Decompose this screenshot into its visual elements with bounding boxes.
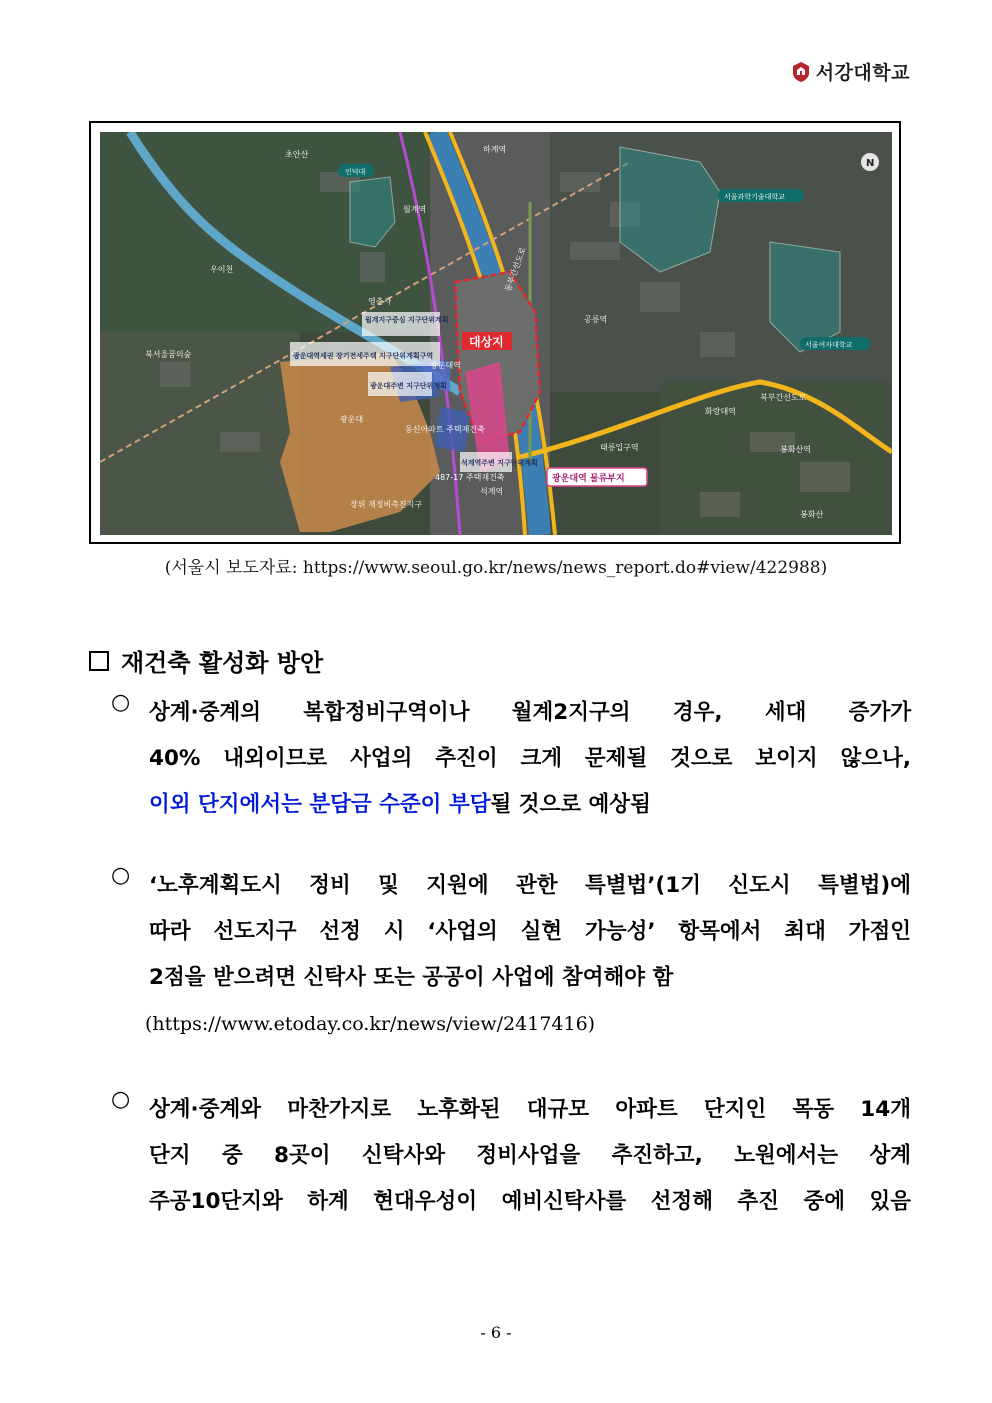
section-title-text: 재건축 활성화 방안 bbox=[121, 649, 324, 677]
paragraph-line: ‘노후계획도시 정비 및 지원에 관한 특별법’(1기 신도시 특별법)에 bbox=[149, 873, 911, 898]
paragraph-line: 주공10단지와 하계 현대우성이 예비신탁사를 선정해 추진 중에 있음 bbox=[149, 1189, 911, 1214]
paragraph-line: 따라 선도지구 선정 시 ‘사업의 실현 가능성’ 항목에서 최대 가점인 bbox=[149, 919, 911, 944]
map-label: 장위 재정비촉진지구 bbox=[350, 500, 423, 509]
reference-link[interactable]: (https://www.etoday.co.kr/news/view/2417416) bbox=[145, 1013, 596, 1035]
map-label: 서울여자대학교 bbox=[805, 341, 853, 349]
section-title bbox=[89, 643, 323, 678]
bullet-item bbox=[111, 863, 911, 1047]
map-label: 487-17 주택재건축 bbox=[435, 473, 505, 482]
bullet-item bbox=[111, 1087, 911, 1225]
map-label: 월계지구중심 지구단위계획 bbox=[365, 316, 449, 324]
paragraph-line: 상계·중계의 복합정비구역이나 월계2지구의 경우, 세대 증가가 bbox=[149, 700, 911, 725]
bullet-circle-icon: ○ bbox=[111, 1087, 131, 1112]
map-label: 태릉입구역 bbox=[600, 443, 639, 452]
page-number: - 6 - bbox=[480, 1323, 512, 1342]
map-label: 석계역 bbox=[480, 487, 504, 496]
map-label: 북서울꿈의숲 bbox=[145, 350, 192, 359]
paragraph-line: 40% 내외이므로 사업의 추진이 크게 문제될 것으로 보이지 않으나, bbox=[149, 746, 911, 771]
target-site-label: 대상지 bbox=[469, 335, 504, 349]
map-label: 초안산 bbox=[285, 150, 309, 159]
bullet-circle-icon: ○ bbox=[111, 863, 131, 888]
map-label: 인덕대 bbox=[345, 168, 366, 176]
map-label: 봉화산역 bbox=[780, 445, 811, 454]
paragraph-line: 단지 중 8곳이 신탁사와 정비사업을 추진하고, 노원에서는 상계 bbox=[149, 1143, 911, 1168]
map-label: 광운대주변 지구단위계획 bbox=[370, 382, 447, 390]
highlight-text: 이외 단지에서는 분담금 수준이 부담 bbox=[149, 792, 491, 817]
aerial-map bbox=[100, 132, 892, 535]
north-label: N bbox=[866, 158, 875, 169]
map-label: 봉화산 bbox=[800, 510, 824, 519]
map-label: 석계역주변 지구단위계획 bbox=[461, 459, 538, 467]
paragraph-line: 2점을 받으려면 신탁사 또는 공공이 사업에 참여해야 함 bbox=[149, 965, 674, 990]
header-logo bbox=[792, 58, 910, 85]
map-figure bbox=[89, 121, 901, 544]
map-label: 월계역 bbox=[403, 205, 427, 214]
logistics-site-label: 광운대역 물류부지 bbox=[552, 474, 625, 484]
bullet-item bbox=[111, 690, 911, 828]
checkbox-icon bbox=[89, 651, 109, 671]
map-label: 광운대역 bbox=[430, 361, 461, 370]
paragraph-line: 상계·중계와 마찬가지로 노후화된 대규모 아파트 단지인 목동 14개 bbox=[149, 1097, 911, 1122]
map-label: 영춘사 bbox=[368, 297, 392, 306]
map-label: 우이천 bbox=[210, 265, 234, 274]
logo-text: 서강대학교 bbox=[815, 62, 910, 84]
map-label: 북부간선도로 bbox=[760, 393, 807, 402]
map-label: 동부간선도로 bbox=[503, 246, 528, 293]
map-label: 동신아파트 주택재건축 bbox=[405, 425, 485, 434]
map-label: 광운대역세권 장기전세주택 지구단위계획구역 bbox=[293, 352, 434, 360]
map-label: 광운대 bbox=[340, 415, 364, 424]
map-label: 서울과학기술대학교 bbox=[724, 193, 785, 201]
paragraph-text: 될 것으로 예상됨 bbox=[490, 792, 651, 817]
map-label: 화랑대역 bbox=[705, 407, 736, 416]
map-label: 하계역 bbox=[483, 145, 507, 154]
university-seal-icon bbox=[792, 61, 810, 83]
bullet-circle-icon: ○ bbox=[111, 690, 131, 715]
figure-caption: (서울시 보도자료: https://www.seoul.go.kr/news/news_report.do#view/422988) bbox=[164, 558, 828, 578]
map-label: 공릉역 bbox=[584, 315, 608, 324]
paragraph-line bbox=[149, 782, 911, 828]
